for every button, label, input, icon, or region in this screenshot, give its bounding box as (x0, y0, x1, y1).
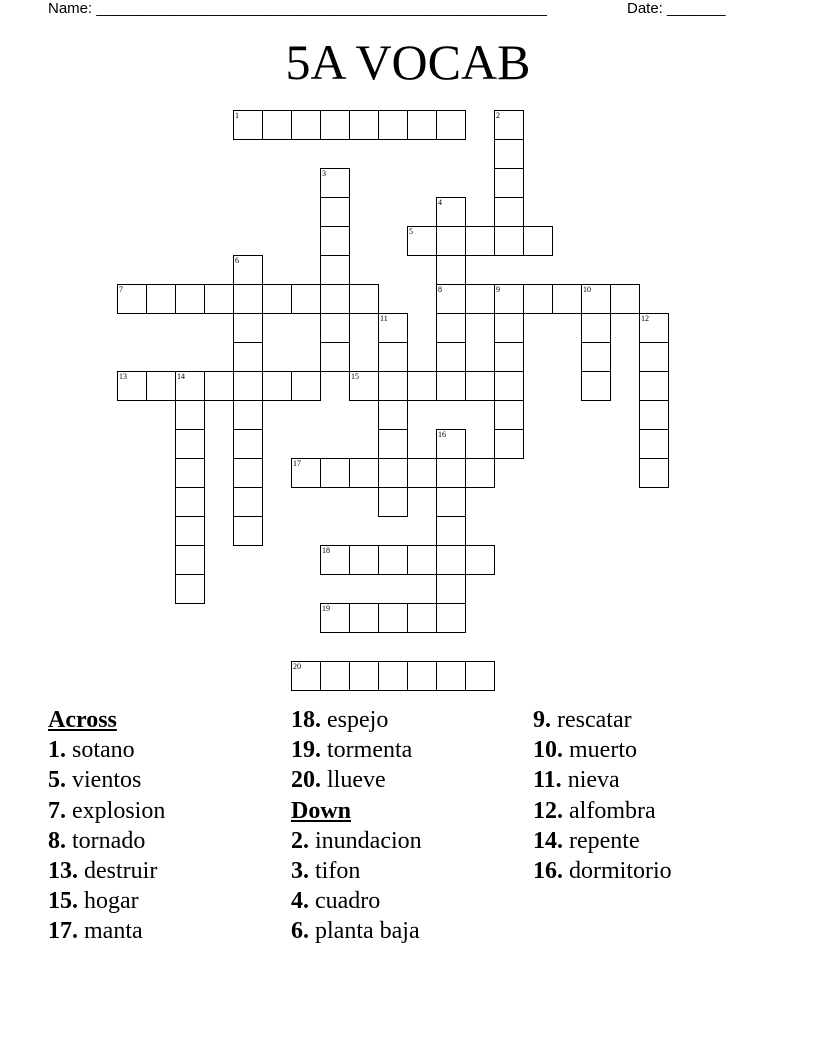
crossword-cell[interactable] (349, 284, 379, 314)
crossword-cell[interactable] (233, 110, 263, 140)
crossword-cell[interactable] (465, 458, 495, 488)
across-clue (48, 735, 165, 765)
crossword-cell[interactable] (175, 458, 205, 488)
crossword-cell[interactable] (436, 487, 466, 517)
clue-text: nieva (567, 767, 620, 794)
crossword-cell[interactable] (494, 168, 524, 198)
down-clue (291, 916, 422, 946)
crossword-cell[interactable] (407, 545, 437, 575)
crossword-cell[interactable] (349, 603, 379, 633)
crossword-cell[interactable] (233, 313, 263, 343)
crossword-cell[interactable] (639, 400, 669, 430)
crossword-cell[interactable] (407, 226, 437, 256)
crossword-cell[interactable] (494, 139, 524, 169)
crossword-cell[interactable] (378, 400, 408, 430)
crossword-cell[interactable] (233, 487, 263, 517)
crossword-cell[interactable] (494, 371, 524, 401)
crossword-cell[interactable] (494, 226, 524, 256)
crossword-cell[interactable] (494, 110, 524, 140)
across-heading: Across (48, 707, 117, 733)
crossword-cell[interactable] (465, 226, 495, 256)
crossword-cell[interactable] (204, 284, 234, 314)
crossword-cell[interactable] (175, 284, 205, 314)
crossword-cell[interactable] (436, 313, 466, 343)
clue-text: vientos (72, 767, 142, 794)
crossword-cell[interactable] (378, 313, 408, 343)
crossword-cell[interactable] (639, 313, 669, 343)
crossword-cell[interactable] (262, 371, 292, 401)
clue-number: 20. (291, 767, 321, 794)
crossword-cell[interactable] (436, 226, 466, 256)
crossword-cell[interactable] (494, 400, 524, 430)
crossword-cell[interactable] (175, 545, 205, 575)
clue-text: tifon (315, 858, 361, 885)
crossword-cell[interactable] (320, 255, 350, 285)
crossword-cell[interactable] (494, 313, 524, 343)
crossword-cell[interactable] (320, 342, 350, 372)
crossword-cell[interactable] (378, 371, 408, 401)
clue-number: 14. (533, 827, 563, 854)
crossword-cell[interactable] (639, 371, 669, 401)
clue-text: manta (84, 918, 143, 945)
cell-number: 9 (496, 285, 500, 294)
crossword-cell[interactable] (146, 371, 176, 401)
crossword-cell[interactable] (349, 110, 379, 140)
cell-number: 3 (322, 169, 326, 178)
crossword-cell[interactable] (465, 545, 495, 575)
down-clue (291, 826, 422, 856)
crossword-cell[interactable] (581, 371, 611, 401)
crossword-cell[interactable] (552, 284, 582, 314)
crossword-cell[interactable] (175, 429, 205, 459)
crossword-cell[interactable] (291, 458, 321, 488)
cell-number: 6 (235, 256, 239, 265)
crossword-cell[interactable] (436, 661, 466, 691)
cell-number: 17 (293, 459, 301, 468)
cell-number: 11 (380, 314, 388, 323)
crossword-cell[interactable] (204, 371, 234, 401)
crossword-cell[interactable] (233, 400, 263, 430)
crossword-cell[interactable] (291, 284, 321, 314)
across-clue (291, 705, 422, 735)
crossword-cell[interactable] (378, 487, 408, 517)
crossword-cell[interactable] (378, 342, 408, 372)
crossword-cell[interactable] (436, 516, 466, 546)
crossword-cell[interactable] (407, 661, 437, 691)
crossword-cell[interactable] (320, 458, 350, 488)
crossword-cell[interactable] (117, 284, 147, 314)
crossword-cell[interactable] (320, 226, 350, 256)
across-clue (291, 765, 422, 795)
clue-text: dormitorio (569, 858, 672, 885)
cell-number: 20 (293, 662, 301, 671)
down-clue (291, 856, 422, 886)
crossword-cell[interactable] (233, 516, 263, 546)
crossword-cell[interactable] (233, 429, 263, 459)
clue-text: alfombra (569, 797, 656, 824)
crossword-cell[interactable] (494, 197, 524, 227)
crossword-cell[interactable] (436, 342, 466, 372)
crossword-cell[interactable] (349, 545, 379, 575)
down-clue (533, 765, 672, 795)
across-clue (48, 826, 165, 856)
crossword-cell[interactable] (436, 603, 466, 633)
cell-number: 19 (322, 604, 330, 613)
cell-number: 4 (438, 198, 442, 207)
clue-text: planta baja (315, 918, 420, 945)
cell-number: 13 (119, 372, 127, 381)
crossword-cell[interactable] (378, 429, 408, 459)
clue-text: destruir (84, 858, 158, 885)
crossword-cell[interactable] (436, 197, 466, 227)
puzzle-title: 5A VOCAB (285, 34, 531, 90)
clue-column-1 (48, 705, 165, 947)
crossword-cell[interactable] (320, 545, 350, 575)
crossword-cell[interactable] (436, 545, 466, 575)
across-clue (48, 765, 165, 795)
clue-text: explosion (72, 797, 166, 824)
cell-number: 10 (583, 285, 591, 294)
clue-text: tornado (72, 827, 146, 854)
crossword-cell[interactable] (262, 284, 292, 314)
crossword-cell[interactable] (639, 342, 669, 372)
date-field-label: Date: _______ (627, 0, 726, 17)
crossword-cell[interactable] (320, 168, 350, 198)
clue-number: 11. (533, 767, 562, 794)
crossword-cell[interactable] (291, 661, 321, 691)
cell-number: 2 (496, 111, 500, 120)
clue-number: 2. (291, 827, 309, 854)
crossword-cell[interactable] (436, 429, 466, 459)
crossword-cell[interactable] (581, 284, 611, 314)
cell-number: 5 (409, 227, 413, 236)
clue-number: 13. (48, 858, 78, 885)
clue-number: 3. (291, 858, 309, 885)
cell-number: 12 (641, 314, 649, 323)
crossword-cell[interactable] (407, 110, 437, 140)
clue-number: 6. (291, 918, 309, 945)
down-clue (533, 705, 672, 735)
clue-text: llueve (327, 767, 386, 794)
crossword-cell[interactable] (233, 371, 263, 401)
clue-number: 10. (533, 737, 563, 764)
across-clue (48, 886, 165, 916)
clue-text: espejo (327, 707, 389, 733)
clue-number: 17. (48, 918, 78, 945)
crossword-cell[interactable] (610, 284, 640, 314)
crossword-cell[interactable] (175, 574, 205, 604)
across-clue (48, 916, 165, 946)
clue-text: cuadro (315, 888, 381, 915)
down-clue (533, 826, 672, 856)
crossword-cell[interactable] (320, 197, 350, 227)
crossword-cell[interactable] (233, 458, 263, 488)
crossword-cell[interactable] (233, 255, 263, 285)
crossword-cell[interactable] (378, 110, 408, 140)
crossword-cell[interactable] (349, 661, 379, 691)
crossword-cell[interactable] (117, 371, 147, 401)
clue-text: rescatar (557, 707, 632, 733)
clue-column-3 (533, 705, 672, 886)
crossword-cell[interactable] (378, 661, 408, 691)
cell-number: 15 (351, 372, 359, 381)
crossword-cell[interactable] (494, 342, 524, 372)
crossword-cell[interactable] (436, 284, 466, 314)
crossword-cell[interactable] (378, 545, 408, 575)
crossword-cell[interactable] (378, 458, 408, 488)
crossword-cell[interactable] (349, 458, 379, 488)
clue-text: sotano (72, 737, 135, 764)
clue-number: 1. (48, 737, 66, 764)
cell-number: 7 (119, 285, 123, 294)
down-clue (533, 735, 672, 765)
clue-number: 15. (48, 888, 78, 915)
crossword-cell[interactable] (436, 371, 466, 401)
crossword-cell[interactable] (581, 313, 611, 343)
clue-number: 12. (533, 797, 563, 824)
clue-number: 7. (48, 797, 66, 824)
clue-text: tormenta (327, 737, 413, 764)
cell-number: 8 (438, 285, 442, 294)
clue-text: repente (569, 827, 640, 854)
crossword-cell[interactable] (465, 661, 495, 691)
crossword-cell[interactable] (233, 284, 263, 314)
crossword-cell[interactable] (146, 284, 176, 314)
crossword-cell[interactable] (465, 284, 495, 314)
clue-number: 9. (533, 707, 551, 733)
clue-number: 4. (291, 888, 309, 915)
clue-column-2 (291, 705, 422, 947)
clue-number: 18. (291, 707, 321, 733)
cell-number: 14 (177, 372, 185, 381)
crossword-cell[interactable] (407, 603, 437, 633)
crossword-cell[interactable] (175, 487, 205, 517)
clue-number: 19. (291, 737, 321, 764)
crossword-cell[interactable] (436, 255, 466, 285)
across-clue (291, 735, 422, 765)
crossword-cell[interactable] (378, 603, 408, 633)
crossword-cell[interactable] (494, 284, 524, 314)
crossword-cell[interactable] (291, 110, 321, 140)
crossword-cell[interactable] (436, 574, 466, 604)
clue-number: 16. (533, 858, 563, 885)
crossword-cell[interactable] (639, 458, 669, 488)
crossword-cell[interactable] (175, 371, 205, 401)
down-heading: Down (291, 797, 352, 824)
crossword-cell[interactable] (523, 284, 553, 314)
crossword-cell[interactable] (436, 458, 466, 488)
down-clue (533, 856, 672, 886)
crossword-cell[interactable] (523, 226, 553, 256)
across-clue (48, 796, 165, 826)
clue-text: inundacion (315, 827, 422, 854)
crossword-cell[interactable] (349, 371, 379, 401)
clue-text: muerto (569, 737, 637, 764)
name-field-label: Name: ______________________________________________________ (48, 0, 547, 17)
cell-number: 1 (235, 111, 239, 120)
crossword-cell[interactable] (320, 661, 350, 691)
cell-number: 18 (322, 546, 330, 555)
across-clue (48, 856, 165, 886)
crossword-cell[interactable] (291, 371, 321, 401)
crossword-cell[interactable] (320, 110, 350, 140)
down-clue (291, 886, 422, 916)
down-clue (533, 796, 672, 826)
crossword-cell[interactable] (465, 371, 495, 401)
clue-number: 5. (48, 767, 66, 794)
crossword-cell[interactable] (494, 429, 524, 459)
cell-number: 16 (438, 430, 446, 439)
clue-number: 8. (48, 827, 66, 854)
crossword-cell[interactable] (262, 110, 292, 140)
crossword-cell[interactable] (320, 284, 350, 314)
crossword-cell[interactable] (436, 110, 466, 140)
crossword-cell[interactable] (175, 400, 205, 430)
crossword-cell[interactable] (233, 342, 263, 372)
crossword-cell[interactable] (407, 371, 437, 401)
crossword-cell[interactable] (407, 458, 437, 488)
crossword-cell[interactable] (175, 516, 205, 546)
crossword-cell[interactable] (320, 313, 350, 343)
crossword-cell[interactable] (581, 342, 611, 372)
crossword-cell[interactable] (320, 603, 350, 633)
clue-text: hogar (84, 888, 139, 915)
crossword-cell[interactable] (639, 429, 669, 459)
